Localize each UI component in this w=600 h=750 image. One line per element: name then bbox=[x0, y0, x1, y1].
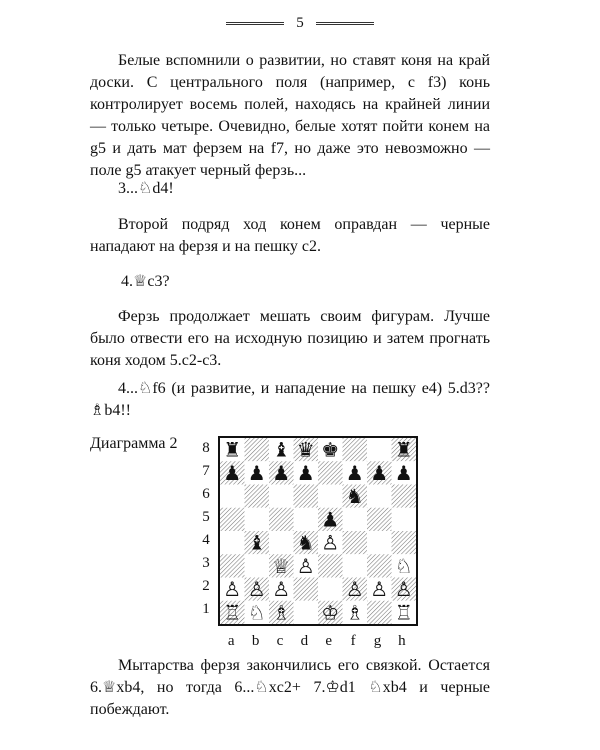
chess-piece-d3: ♙ bbox=[296, 553, 315, 578]
dark-square bbox=[343, 531, 368, 554]
dark-square bbox=[318, 554, 343, 577]
chess-piece-h2: ♙ bbox=[394, 577, 413, 602]
light-square bbox=[343, 554, 368, 577]
chess-piece-e5: ♟ bbox=[321, 507, 340, 532]
light-square bbox=[269, 531, 294, 554]
chess-piece-h3: ♘ bbox=[394, 553, 413, 578]
dark-square bbox=[245, 485, 270, 508]
chess-piece-f2: ♙ bbox=[345, 577, 364, 602]
chess-piece-b1: ♘ bbox=[247, 600, 266, 624]
light-square bbox=[318, 578, 343, 601]
paragraph-pin: Мытарства ферзя закончились его связкой. Остается 6.♕xb4, но тогда 6...♘xc2+ 7.♔d1 ♘xb4 и черные побеждают. bbox=[90, 657, 490, 718]
light-square bbox=[318, 485, 343, 508]
file-label: d bbox=[300, 633, 309, 649]
paragraph-development: Белые вспомнили о развитии, но ставят коня на край доски. С центрального поля (например, с f3) конь контролирует восемь полей, находясь на крайней линии — только четыре. Очевидно, белые хотят пойти конем на g5 и дать мат ферзем на f7, но даже это невозможно — поле g5 атакует черный ферзь... bbox=[90, 52, 490, 179]
light-square bbox=[245, 508, 270, 531]
chess-piece-d4: ♞ bbox=[296, 530, 315, 555]
light-square bbox=[392, 508, 417, 531]
chess-piece-d8: ♛ bbox=[296, 438, 315, 462]
rank-labels bbox=[198, 437, 214, 621]
chess-piece-c3: ♕ bbox=[272, 553, 291, 578]
chess-piece-e1: ♔ bbox=[321, 600, 340, 624]
dark-square bbox=[245, 438, 270, 461]
light-square bbox=[294, 508, 319, 531]
chess-piece-e4: ♙ bbox=[321, 530, 340, 555]
light-square bbox=[367, 531, 392, 554]
light-square bbox=[343, 508, 368, 531]
header-rule-left bbox=[226, 22, 284, 25]
dark-square bbox=[343, 438, 368, 461]
rank-label: 6 bbox=[202, 486, 210, 502]
chess-piece-f7: ♟ bbox=[345, 460, 364, 485]
paragraph-move-4-black: 4...♘f6 (и развитие, и нападение на пешку е4) 5.d3?? ♗b4!! bbox=[90, 380, 490, 419]
dark-square bbox=[318, 461, 343, 484]
page-header bbox=[0, 12, 600, 34]
chess-piece-g2: ♙ bbox=[370, 577, 389, 602]
chess-piece-a7: ♟ bbox=[223, 460, 242, 485]
chess-piece-b7: ♟ bbox=[247, 460, 266, 485]
dark-square bbox=[294, 485, 319, 508]
chess-piece-c7: ♟ bbox=[272, 460, 291, 485]
rank-label: 8 bbox=[202, 440, 210, 456]
light-square bbox=[269, 485, 294, 508]
file-labels bbox=[219, 633, 414, 650]
dark-square bbox=[269, 508, 294, 531]
rank-label: 4 bbox=[202, 532, 210, 548]
light-square bbox=[367, 485, 392, 508]
rank-label: 2 bbox=[202, 578, 210, 594]
dark-square bbox=[367, 601, 392, 624]
chess-piece-a2: ♙ bbox=[223, 577, 242, 602]
dark-square bbox=[367, 508, 392, 531]
chess-board-svg bbox=[220, 438, 416, 624]
chess-piece-h1: ♖ bbox=[394, 600, 413, 624]
move-4-white: 4.♕c3? bbox=[121, 273, 170, 290]
header-rule-right bbox=[316, 22, 374, 25]
light-square bbox=[220, 531, 245, 554]
chess-piece-c1: ♗ bbox=[272, 600, 291, 624]
light-square bbox=[294, 601, 319, 624]
file-label: c bbox=[276, 633, 284, 649]
chess-piece-h8: ♜ bbox=[394, 438, 413, 462]
dark-square bbox=[392, 531, 417, 554]
rank-label: 5 bbox=[202, 509, 210, 525]
chess-piece-c2: ♙ bbox=[272, 577, 291, 602]
rank-label: 7 bbox=[202, 463, 210, 479]
file-label: a bbox=[227, 633, 235, 649]
move-3-black: 3...♘d4! bbox=[118, 180, 174, 197]
dark-square bbox=[294, 578, 319, 601]
file-label: b bbox=[251, 633, 260, 649]
rank-label: 3 bbox=[202, 555, 210, 571]
rank-label: 1 bbox=[202, 601, 210, 617]
page-number: 5 bbox=[296, 14, 304, 31]
light-square bbox=[245, 554, 270, 577]
chess-piece-h7: ♟ bbox=[394, 460, 413, 485]
chess-piece-c8: ♝ bbox=[272, 438, 291, 462]
chess-piece-e8: ♚ bbox=[321, 438, 340, 462]
chess-piece-g7: ♟ bbox=[370, 460, 389, 485]
chess-piece-a1: ♖ bbox=[223, 600, 242, 624]
dark-square bbox=[392, 485, 417, 508]
diagram-label: Диаграмма 2 bbox=[90, 435, 178, 452]
light-square bbox=[220, 485, 245, 508]
chess-piece-b2: ♙ bbox=[247, 577, 266, 602]
chess-board bbox=[218, 436, 418, 626]
file-label: g bbox=[373, 633, 382, 649]
chess-piece-a8: ♜ bbox=[223, 438, 242, 462]
chess-piece-f6: ♞ bbox=[345, 484, 364, 509]
dark-square bbox=[220, 508, 245, 531]
dark-square bbox=[367, 554, 392, 577]
file-label: h bbox=[398, 633, 406, 649]
dark-square bbox=[220, 554, 245, 577]
light-square bbox=[367, 438, 392, 461]
file-label: e bbox=[325, 633, 333, 649]
paragraph-knight-attack: Второй подряд ход конем оправдан — черные нападают на ферзя и на пешку с2. bbox=[90, 216, 490, 255]
chess-piece-b4: ♝ bbox=[247, 530, 266, 555]
chess-piece-d7: ♟ bbox=[296, 460, 315, 485]
chess-piece-f1: ♗ bbox=[345, 600, 364, 624]
file-label: f bbox=[350, 633, 356, 649]
paragraph-queen-obstructs: Ферзь продолжает мешать своим фигурам. Лучше было отвести его на исходную позицию и затем прогнать коня ходом 5.с2-с3. bbox=[90, 308, 490, 369]
